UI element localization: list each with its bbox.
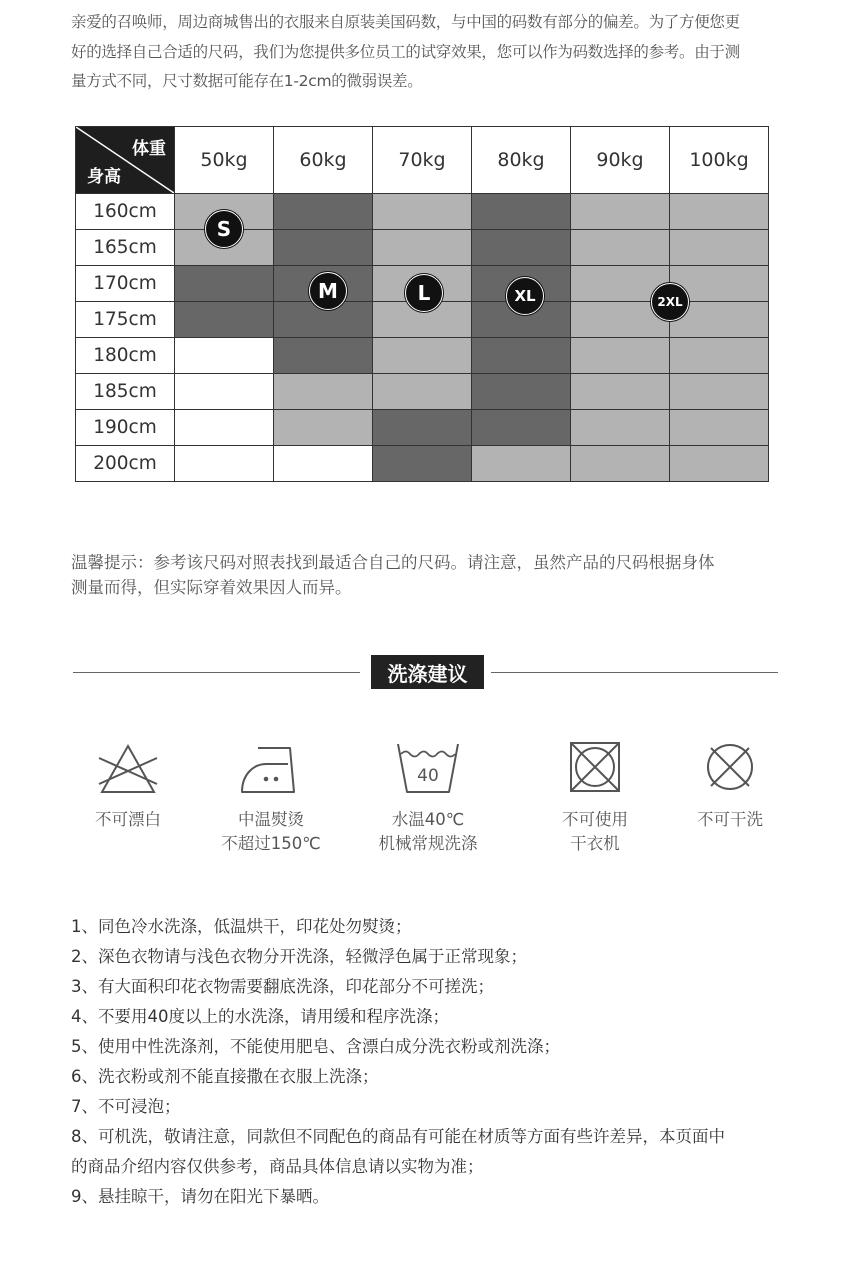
size-cell <box>670 230 769 266</box>
care-rules-list <box>71 912 791 1212</box>
size-cell <box>373 446 472 482</box>
size-badge-l: L <box>405 274 443 312</box>
tip-line: 温馨提示：参考该尺码对照表找到最适合自己的尺码。请注意，虽然产品的尺码根据身体 <box>71 553 715 572</box>
size-cell <box>670 194 769 230</box>
size-cell <box>373 374 472 410</box>
height-label: 200cm <box>76 446 175 482</box>
rule-item: 1、同色冷水洗涤，低温烘干，印花处勿熨烫； <box>71 917 412 936</box>
section-title: 洗涤建议 <box>371 655 484 689</box>
weight-header: 80kg <box>472 127 571 194</box>
size-chart-row <box>76 446 769 482</box>
size-cell <box>472 410 571 446</box>
size-cell <box>274 410 373 446</box>
iron-medium-icon <box>238 740 304 796</box>
height-label: 185cm <box>76 374 175 410</box>
size-badge-s: S <box>205 210 243 248</box>
height-label: 170cm <box>76 266 175 302</box>
size-chart-row <box>76 230 769 266</box>
size-cell <box>472 338 571 374</box>
no-tumble-dry-icon <box>562 740 628 796</box>
size-cell <box>670 410 769 446</box>
care-item-no-dry-clean <box>680 740 780 832</box>
care-label: 中温熨烫 <box>238 810 304 829</box>
size-chart-header-row <box>76 127 769 194</box>
size-chart-row <box>76 410 769 446</box>
weight-header: 50kg <box>175 127 274 194</box>
rule-item: 7、不可浸泡； <box>71 1097 181 1116</box>
care-label: 干衣机 <box>570 834 620 853</box>
size-cell <box>175 302 274 338</box>
corner-height-label: 身高 <box>87 167 121 187</box>
size-cell <box>274 374 373 410</box>
intro-line: 好的选择自己合适的尺码，我们为您提供多位员工的试穿效果，您可以作为码数选择的参考。由于测 <box>71 42 740 61</box>
size-cell <box>373 338 472 374</box>
size-cell <box>571 194 670 230</box>
care-label: 不超过150℃ <box>221 834 321 853</box>
size-cell <box>472 230 571 266</box>
height-label: 180cm <box>76 338 175 374</box>
rule-item: 8、可机洗，敬请注意，同款但不同配色的商品有可能在材质等方面有些许差异，本页面中 <box>71 1127 725 1146</box>
care-label: 不可漂白 <box>95 810 161 829</box>
size-cell <box>472 374 571 410</box>
rule-item: 的商品介绍内容仅供参考，商品具体信息请以实物为准； <box>71 1157 484 1176</box>
size-badge-xl: XL <box>506 277 544 315</box>
rule-item: 6、洗衣粉或剂不能直接撒在衣服上洗涤； <box>71 1067 379 1086</box>
size-badge-2xl: 2XL <box>651 283 689 321</box>
size-chart-row <box>76 374 769 410</box>
size-badge-m: M <box>309 272 347 310</box>
care-item-no-tumble-dry <box>545 740 645 856</box>
care-label: 不可使用 <box>562 810 628 829</box>
size-cell <box>175 374 274 410</box>
weight-header: 70kg <box>373 127 472 194</box>
height-label: 165cm <box>76 230 175 266</box>
tip-line: 测量而得，但实际穿着效果因人而异。 <box>71 578 352 597</box>
corner-weight-label: 体重 <box>132 139 166 159</box>
size-cell <box>373 410 472 446</box>
size-cell <box>274 446 373 482</box>
no-bleach-icon <box>95 740 161 796</box>
size-cell <box>571 374 670 410</box>
rule-item: 9、悬挂晾干，请勿在阳光下暴晒。 <box>71 1187 329 1206</box>
rule-item: 4、不要用40度以上的水洗涤，请用缓和程序洗涤； <box>71 1007 449 1026</box>
care-item-wash-40 <box>365 740 491 856</box>
size-cell <box>274 338 373 374</box>
divider-left <box>73 672 360 673</box>
size-cell <box>670 374 769 410</box>
size-cell <box>571 410 670 446</box>
intro-line: 量方式不同，尺寸数据可能存在1-2cm的微弱误差。 <box>71 72 423 90</box>
height-label: 190cm <box>76 410 175 446</box>
size-chart-corner <box>76 127 175 194</box>
size-cell <box>472 446 571 482</box>
care-label: 水温40℃ <box>391 810 465 829</box>
size-chart-row <box>76 194 769 230</box>
size-cell <box>373 194 472 230</box>
care-item-iron <box>208 740 334 856</box>
rule-item: 5、使用中性洗涤剂，不能使用肥皂、含漂白成分洗衣粉或剂洗涤； <box>71 1037 560 1056</box>
care-item-no-bleach <box>78 740 178 832</box>
no-dry-clean-icon <box>697 740 763 796</box>
size-cell <box>571 446 670 482</box>
weight-header: 100kg <box>670 127 769 194</box>
size-cell <box>571 230 670 266</box>
size-cell <box>175 338 274 374</box>
size-cell <box>670 446 769 482</box>
size-cell <box>274 194 373 230</box>
rule-item: 2、深色衣物请与浅色衣物分开洗涤，轻微浮色属于正常现象； <box>71 947 527 966</box>
size-chart-row <box>76 338 769 374</box>
care-label: 机械常规洗涤 <box>378 834 478 853</box>
size-cell <box>373 230 472 266</box>
height-label: 175cm <box>76 302 175 338</box>
height-label: 160cm <box>76 194 175 230</box>
size-cell <box>472 194 571 230</box>
weight-header: 90kg <box>571 127 670 194</box>
size-cell <box>571 338 670 374</box>
size-cell <box>175 446 274 482</box>
care-label: 不可干洗 <box>697 810 763 829</box>
rule-item: 3、有大面积印花衣物需要翻底洗涤，印花部分不可搓洗； <box>71 977 494 996</box>
size-cell <box>670 338 769 374</box>
wash-40-icon <box>395 740 461 796</box>
weight-header: 60kg <box>274 127 373 194</box>
size-cell <box>274 230 373 266</box>
intro-line: 亲爱的召唤师，周边商城售出的衣服来自原装美国码数，与中国的码数有部分的偏差。为了方便您更 <box>71 13 740 31</box>
size-cell <box>175 410 274 446</box>
size-cell <box>175 266 274 302</box>
wash-temperature: 40 <box>417 766 439 786</box>
divider-right <box>491 672 778 673</box>
intro-text <box>71 8 786 97</box>
tip-text <box>71 550 791 600</box>
